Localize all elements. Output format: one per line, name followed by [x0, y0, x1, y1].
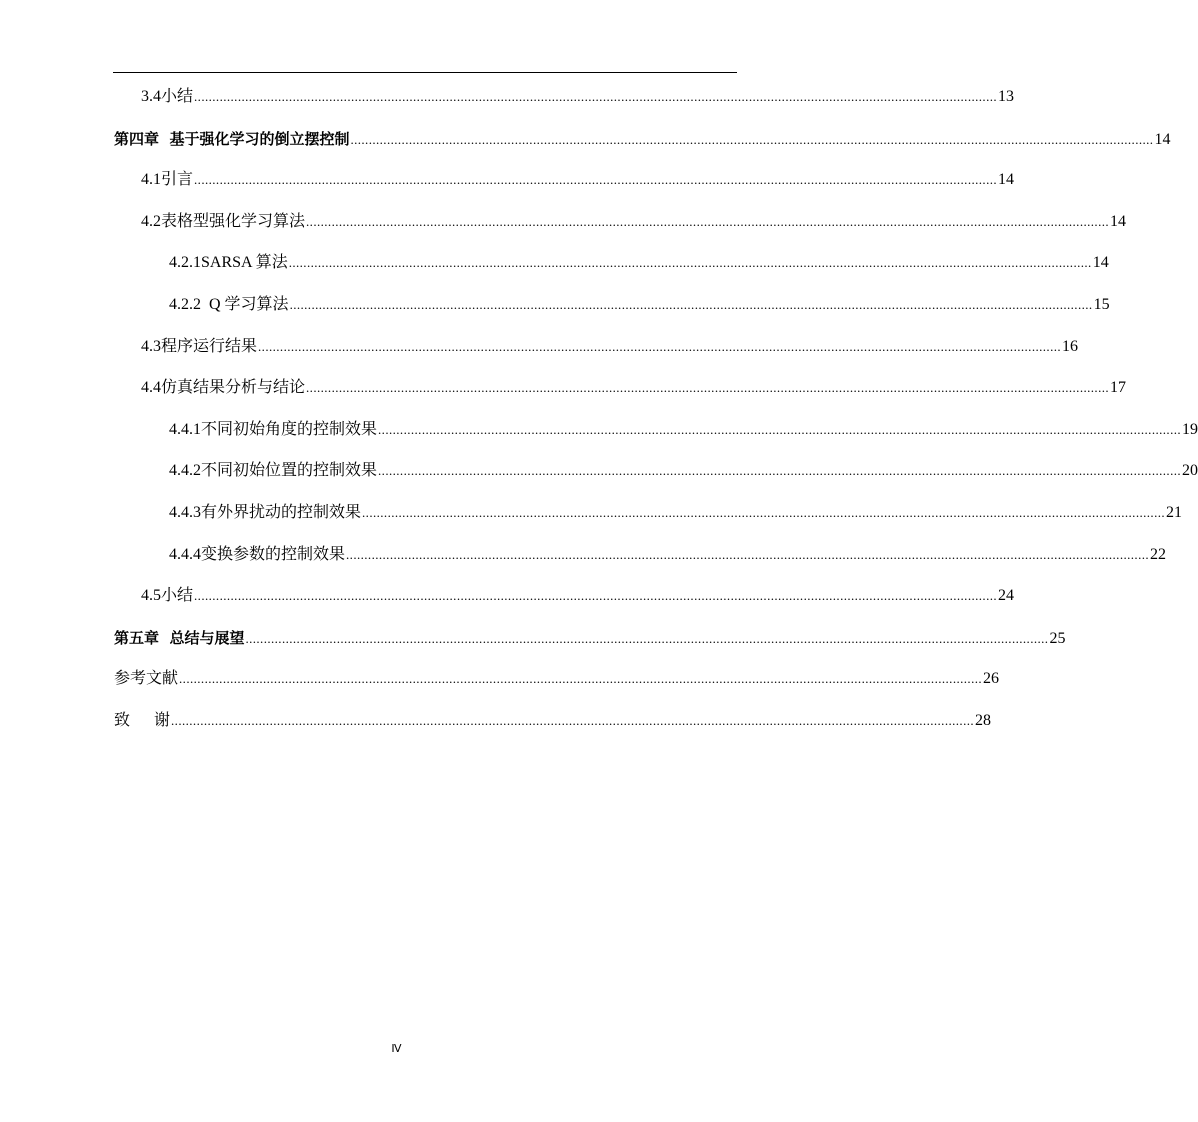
- toc-entry-page: 14: [1154, 131, 1171, 148]
- toc-entry[interactable]: [141, 584, 1015, 608]
- toc-entry-title: 仿真结果分析与结论: [161, 379, 306, 396]
- toc-entry-title: SARSA 算法: [201, 254, 288, 271]
- toc-entry[interactable]: [141, 376, 1127, 400]
- toc-entry-page: 14: [1110, 213, 1127, 230]
- toc-entry-title: 参考文献: [114, 670, 179, 687]
- toc-dot-leader: ............................................................................................................................................................................................................................: [179, 671, 983, 686]
- toc-dot-leader: ............................................................................................................................................................................................................................: [346, 547, 1150, 562]
- toc-entry-title: 第五章 总结与展望: [114, 629, 245, 647]
- toc-entry-number: 4.2: [141, 213, 161, 230]
- toc-entry[interactable]: [114, 709, 992, 733]
- toc-entry-title: 第四章 基于强化学习的倒立摆控制: [114, 130, 350, 148]
- toc-entry-title: 不同初始角度的控制效果: [201, 421, 378, 438]
- toc-entry-page: 22: [1150, 546, 1167, 563]
- toc-entry-page: 19: [1182, 421, 1198, 438]
- toc-entry[interactable]: [141, 210, 1127, 234]
- toc-dot-leader: ............................................................................................................................................................................................................................: [378, 463, 1182, 478]
- toc-entry-page: 26: [983, 670, 1000, 687]
- toc-entry-page: 28: [975, 712, 992, 729]
- toc-entry-page: 25: [1049, 630, 1066, 647]
- toc-entry-title: 小结: [161, 88, 194, 105]
- toc-entry-number: 4.4: [141, 379, 161, 396]
- toc-entry-title: 变换参数的控制效果: [201, 546, 346, 563]
- toc-entry[interactable]: [169, 293, 1110, 317]
- toc-dot-leader: ............................................................................................................................................................................................................................: [378, 422, 1182, 437]
- toc-entry-page: 14: [998, 171, 1015, 188]
- toc-dot-leader: ............................................................................................................................................................................................................................: [245, 631, 1049, 646]
- toc-dot-leader: ............................................................................................................................................................................................................................: [288, 255, 1092, 270]
- toc-entry[interactable]: [141, 85, 1015, 109]
- toc-entry-title: Q 学习算法: [201, 296, 289, 313]
- toc-entry[interactable]: [169, 459, 1198, 483]
- toc-entry-page: 13: [998, 88, 1015, 105]
- toc-entry-number: 4.4.1: [169, 421, 201, 438]
- toc-entry-number: 4.1: [141, 171, 161, 188]
- toc-entry[interactable]: [141, 168, 1015, 192]
- toc-entry-number: 4.4.3: [169, 504, 201, 521]
- toc-entry-page: 15: [1093, 296, 1110, 313]
- toc-entry-title: 表格型强化学习算法: [161, 213, 306, 230]
- toc-dot-leader: ............................................................................................................................................................................................................................: [171, 713, 975, 728]
- toc-entry[interactable]: [169, 543, 1167, 567]
- toc-dot-leader: ............................................................................................................................................................................................................................: [306, 214, 1110, 229]
- toc-entry-page: 20: [1182, 462, 1198, 479]
- toc-entry[interactable]: [114, 667, 1000, 691]
- toc-entry-title: 小结: [161, 587, 194, 604]
- toc-entry-number: 4.2.2: [169, 296, 201, 313]
- toc-entry[interactable]: [169, 251, 1109, 275]
- toc-entry-page: 24: [998, 587, 1015, 604]
- toc-entry-page: 16: [1062, 338, 1079, 355]
- page-number: Ⅳ: [391, 1043, 402, 1055]
- toc-entry-title: 程序运行结果: [161, 338, 258, 355]
- toc-entry-title: 引言: [161, 171, 194, 188]
- toc-entry-number: 4.5: [141, 587, 161, 604]
- toc-entry-number: 4.3: [141, 338, 161, 355]
- toc-entry-number: 4.2.1: [169, 254, 201, 271]
- toc-dot-leader: ............................................................................................................................................................................................................................: [194, 89, 998, 104]
- toc-entry-page: 21: [1166, 504, 1183, 521]
- toc-dot-leader: ............................................................................................................................................................................................................................: [289, 297, 1093, 312]
- toc-entry-number: 4.4.2: [169, 462, 201, 479]
- toc-entry-page: 14: [1092, 254, 1109, 271]
- toc-dot-leader: ............................................................................................................................................................................................................................: [362, 505, 1166, 520]
- toc-entry[interactable]: [114, 626, 1066, 650]
- toc-entry-number: 4.4.4: [169, 546, 201, 563]
- toc-dot-leader: ............................................................................................................................................................................................................................: [350, 132, 1154, 147]
- header-rule: [113, 72, 737, 73]
- toc-dot-leader: ............................................................................................................................................................................................................................: [194, 172, 998, 187]
- toc-entry-number: 3.4: [141, 88, 161, 105]
- toc-entry-title: 不同初始位置的控制效果: [201, 462, 378, 479]
- toc-dot-leader: ............................................................................................................................................................................................................................: [306, 380, 1110, 395]
- toc-entry-title: 有外界扰动的控制效果: [201, 504, 362, 521]
- toc-dot-leader: ............................................................................................................................................................................................................................: [258, 339, 1062, 354]
- toc-entry[interactable]: [169, 418, 1198, 442]
- toc-entry[interactable]: [141, 335, 1079, 359]
- toc-entry[interactable]: [169, 501, 1183, 525]
- toc-entry-title: 致 谢: [114, 712, 171, 729]
- toc-entry-page: 17: [1110, 379, 1127, 396]
- toc-dot-leader: ............................................................................................................................................................................................................................: [194, 588, 998, 603]
- toc-entry[interactable]: [114, 127, 1171, 151]
